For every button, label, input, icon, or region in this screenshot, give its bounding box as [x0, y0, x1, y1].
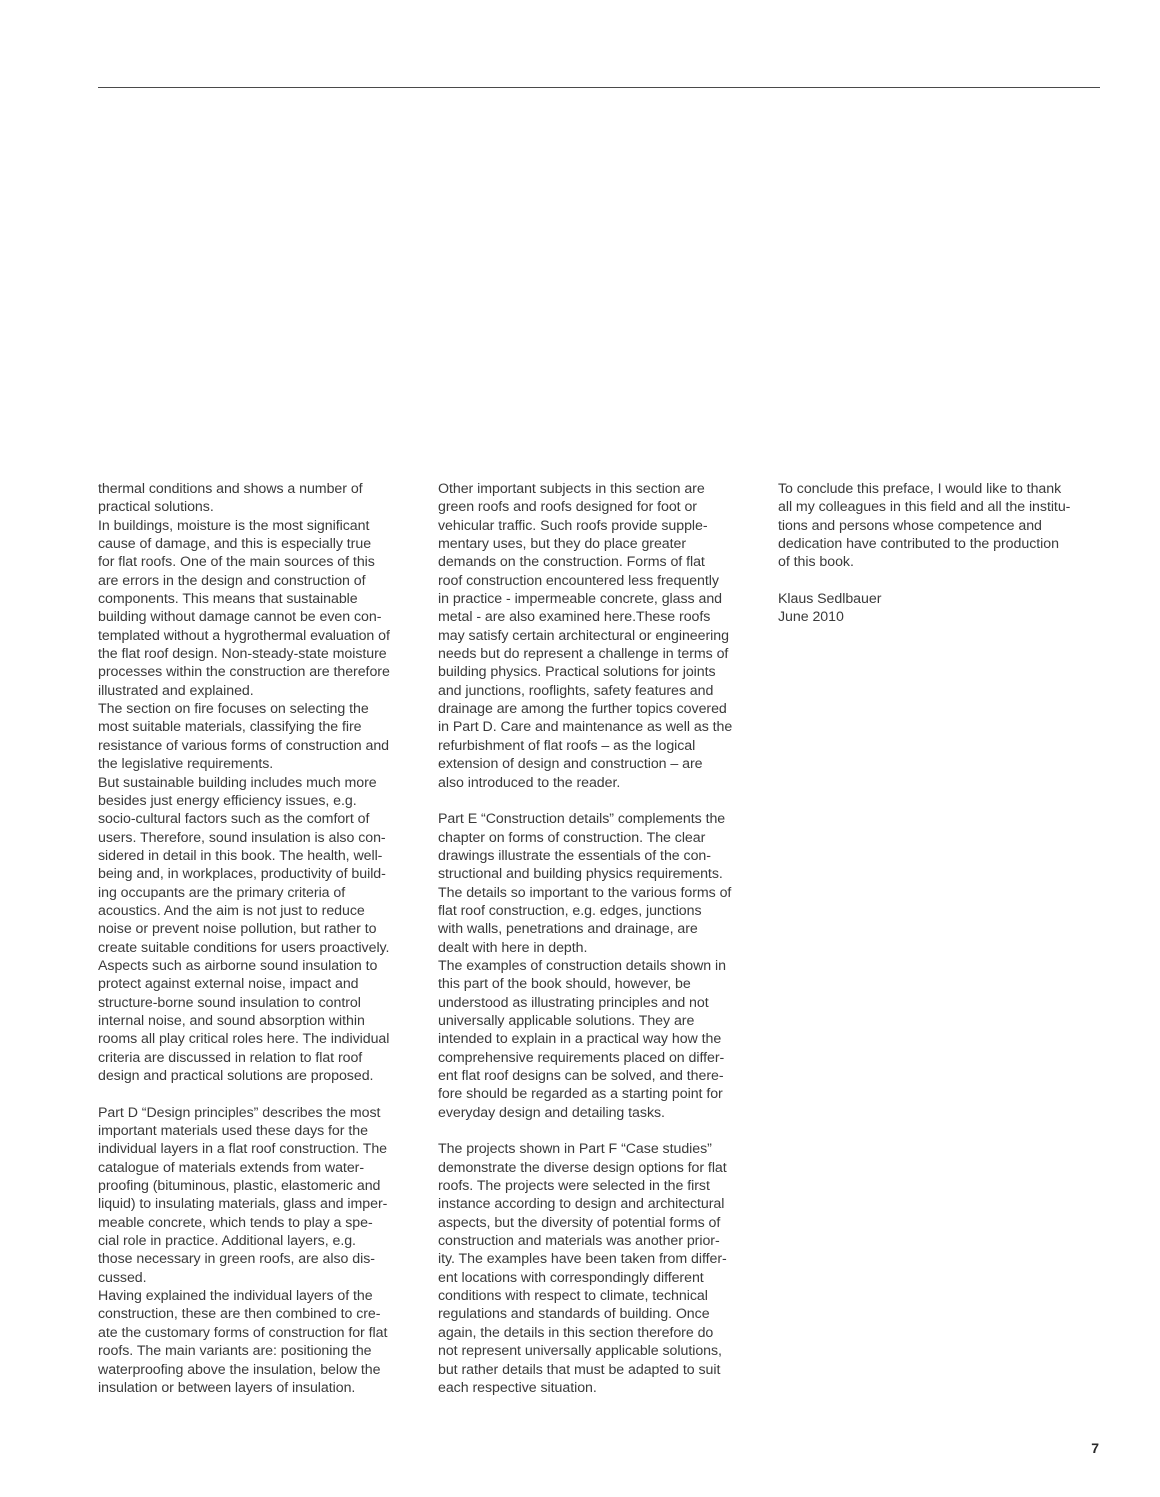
- text-line: those necessary in green roofs, are also dis-: [98, 1251, 375, 1268]
- text-line: mentary uses, but they do place greater: [438, 536, 687, 553]
- text-line: all my colleagues in this field and all the institu-: [778, 499, 1071, 516]
- text-line: dealt with here in depth.: [438, 939, 588, 956]
- text-line: internal noise, and sound absorption within: [98, 1012, 365, 1029]
- text-line: illustrated and explained.: [98, 682, 254, 699]
- text-line: structional and building physics requirements.: [438, 866, 723, 883]
- text-line: intended to explain in a practical way how the: [438, 1031, 722, 1048]
- text-line: each respective situation.: [438, 1379, 597, 1396]
- paragraph-gap: [438, 1122, 760, 1140]
- text-line: Having explained the individual layers of the: [98, 1288, 373, 1305]
- text-line: individual layers in a flat roof construction. The: [98, 1141, 388, 1158]
- text-line: socio-cultural factors such as the comfort of: [98, 811, 370, 828]
- text-line: demonstrate the diverse design options for flat: [438, 1159, 727, 1176]
- text-line: design and practical solutions are proposed.: [98, 1068, 374, 1084]
- text-line: not represent universally applicable solutions,: [438, 1343, 722, 1360]
- text-line: instance according to design and architectural: [438, 1196, 725, 1213]
- text-line: with walls, penetrations and drainage, are: [438, 921, 698, 938]
- text-line: are errors in the design and construction of: [98, 572, 366, 589]
- text-line: rooms all play critical roles here. The individual: [98, 1031, 390, 1048]
- text-line: in Part D. Care and maintenance as well as the: [438, 719, 733, 736]
- paragraph-gap: [98, 1085, 420, 1103]
- text-line: ate the customary forms of construction for flat: [98, 1324, 388, 1341]
- text-line: dedication have contributed to the production: [778, 536, 1059, 553]
- text-line: structure-borne sound insulation to control: [98, 994, 361, 1011]
- text-line: besides just energy efficiency issues, e.g.: [98, 792, 357, 809]
- text-line: sidered in detail in this book. The health, well-: [98, 847, 383, 864]
- text-line: proofing (bituminous, plastic, elastomeric and: [98, 1178, 381, 1195]
- text-line: demands on the construction. Forms of flat: [438, 554, 705, 571]
- text-line: roofs. The main variants are: positioning the: [98, 1343, 372, 1360]
- text-line: drawings illustrate the essentials of the con-: [438, 847, 711, 864]
- text-line: June 2010: [778, 609, 844, 626]
- paragraph-gap: [438, 792, 760, 810]
- header-rule: [98, 87, 1100, 88]
- text-line: in practice - impermeable concrete, glass and: [438, 591, 723, 608]
- text-line: resistance of various forms of construction and: [98, 737, 389, 754]
- text-line: everyday design and detailing tasks.: [438, 1104, 665, 1121]
- text-line: understood as illustrating principles and not: [438, 994, 709, 1011]
- text-line: tions and persons whose competence and: [778, 517, 1042, 534]
- text-line: construction, these are then combined to cre-: [98, 1306, 381, 1323]
- text-line: may satisfy certain architectural or engineering: [438, 627, 729, 644]
- text-line: To conclude this preface, I would like to thank: [778, 481, 1062, 497]
- paragraph-gap: [778, 572, 1100, 590]
- text-line: noise or prevent noise pollution, but rather to: [98, 921, 377, 938]
- text-line: refurbishment of flat roofs – as the logical: [438, 737, 696, 754]
- text-line: templated without a hygrothermal evaluation of: [98, 627, 390, 644]
- text-line: practical solutions.: [98, 499, 214, 516]
- text-line: users. Therefore, sound insulation is also con-: [98, 829, 386, 846]
- text-line: being and, in workplaces, productivity of build-: [98, 866, 386, 883]
- text-column-1: [98, 480, 420, 1397]
- text-line: the flat roof design. Non-steady-state moisture: [98, 646, 387, 663]
- text-line: The examples of construction details shown in: [438, 957, 726, 974]
- text-line: most suitable materials, classifying the fire: [98, 719, 362, 736]
- text-line: of this book.: [778, 554, 854, 571]
- text-line: The projects shown in Part F “Case studies”: [438, 1141, 712, 1158]
- text-line: the legislative requirements.: [98, 756, 274, 773]
- text-line: building without damage cannot be even con-: [98, 609, 382, 626]
- text-line: comprehensive requirements placed on differ-: [438, 1049, 725, 1066]
- text-line: components. This means that sustainable: [98, 591, 358, 608]
- text-line: ity. The examples have been taken from differ-: [438, 1251, 727, 1268]
- text-line: ent locations with correspondingly different: [438, 1269, 704, 1286]
- text-line: The details so important to the various forms of: [438, 884, 732, 901]
- text-line: insulation or between layers of insulation.: [98, 1379, 356, 1396]
- text-line: regulations and standards of building. Once: [438, 1306, 710, 1323]
- text-line: vehicular traffic. Such roofs provide supple-: [438, 517, 708, 534]
- text-line: green roofs and roofs designed for foot or: [438, 499, 697, 516]
- text-line: roofs. The projects were selected in the first: [438, 1178, 710, 1195]
- text-line: flat roof construction, e.g. edges, junctions: [438, 902, 702, 919]
- text-line: conditions with respect to climate, technical: [438, 1288, 708, 1305]
- text-line: again, the details in this section therefore do: [438, 1324, 714, 1341]
- text-line: Klaus Sedlbauer: [778, 591, 882, 608]
- text-line: metal - are also examined here.These roofs: [438, 609, 711, 626]
- text-line: catalogue of materials extends from water-: [98, 1159, 365, 1176]
- text-line: roof construction encountered less frequently: [438, 572, 719, 589]
- text-line: drainage are among the further topics covered: [438, 701, 727, 718]
- text-line: thermal conditions and shows a number of: [98, 481, 363, 497]
- text-line: chapter on forms of construction. The clear: [438, 829, 706, 846]
- text-line: extension of design and construction – are: [438, 756, 703, 773]
- text-line: but rather details that must be adapted to suit: [438, 1361, 721, 1378]
- text-line: building physics. Practical solutions for joints: [438, 664, 716, 681]
- text-line: important materials used these days for the: [98, 1123, 368, 1140]
- text-line: meable concrete, which tends to play a spe-: [98, 1214, 373, 1231]
- text-line: criteria are discussed in relation to flat roof: [98, 1049, 363, 1066]
- text-line: aspects, but the diversity of potential forms of: [438, 1214, 721, 1231]
- text-line: processes within the construction are therefore: [98, 664, 390, 681]
- text-line: ing occupants are the primary criteria of: [98, 884, 346, 901]
- text-line: ent flat roof designs can be solved, and there-: [438, 1068, 724, 1084]
- text-line: cause of damage, and this is especially true: [98, 536, 372, 553]
- text-line: also introduced to the reader.: [438, 774, 621, 791]
- text-line: Other important subjects in this section are: [438, 481, 705, 497]
- text-line: Part D “Design principles” describes the most: [98, 1104, 381, 1121]
- text-line: Part E “Construction details” complements the: [438, 811, 726, 828]
- text-column-2: [438, 480, 760, 1397]
- text-line: needs but do represent a challenge in terms of: [438, 646, 729, 663]
- text-line: for flat roofs. One of the main sources of this: [98, 554, 375, 571]
- text-line: acoustics. And the aim is not just to reduce: [98, 902, 365, 919]
- text-line: and junctions, rooflights, safety features and: [438, 682, 714, 699]
- page-number: 7: [1091, 1440, 1099, 1456]
- text-line: fore should be regarded as a starting point for: [438, 1086, 723, 1103]
- text-line: protect against external noise, impact and: [98, 976, 359, 993]
- text-line: create suitable conditions for users proactively.: [98, 939, 390, 956]
- text-line: But sustainable building includes much more: [98, 774, 377, 791]
- text-column-3: [778, 480, 1100, 627]
- text-line: liquid) to insulating materials, glass and imper-: [98, 1196, 388, 1213]
- text-line: cussed.: [98, 1269, 147, 1286]
- text-line: Aspects such as airborne sound insulation to: [98, 957, 378, 974]
- text-line: The section on fire focuses on selecting the: [98, 701, 369, 718]
- text-line: this part of the book should, however, be: [438, 976, 691, 993]
- text-line: universally applicable solutions. They are: [438, 1012, 695, 1029]
- text-line: construction and materials was another prior-: [438, 1233, 720, 1250]
- text-line: waterproofing above the insulation, below the: [98, 1361, 381, 1378]
- text-line: cial role in practice. Additional layers, e.g.: [98, 1233, 356, 1250]
- text-line: In buildings, moisture is the most significant: [98, 517, 370, 534]
